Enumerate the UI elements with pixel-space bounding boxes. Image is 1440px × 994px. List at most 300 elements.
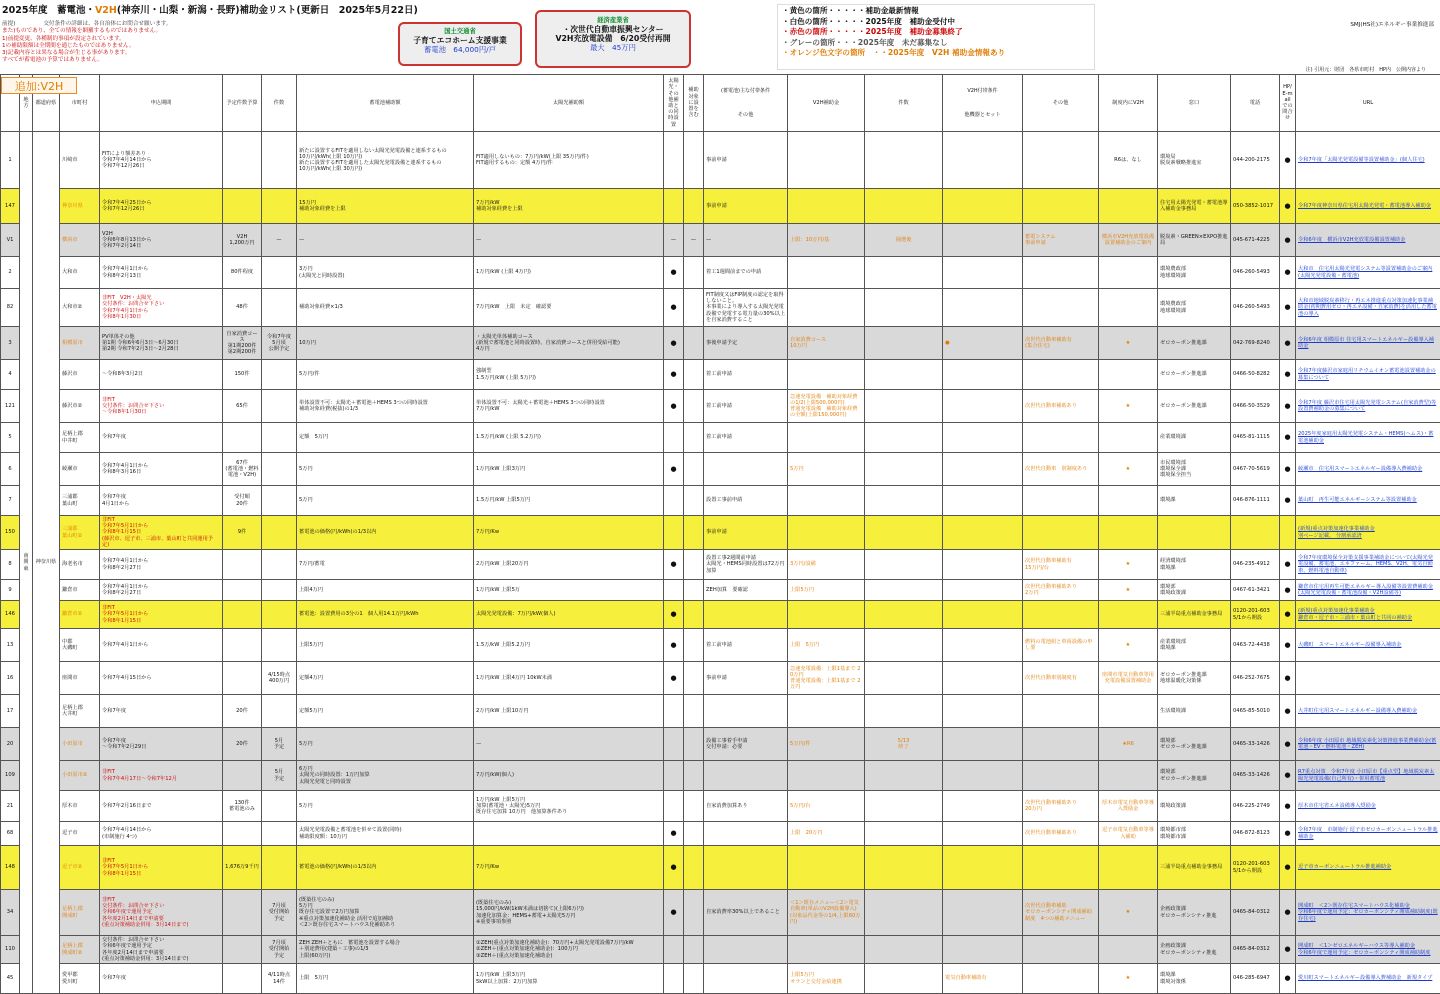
- battery-subsidy: ZEH ZEH＋ともに 蓄電池を設置する場合 ＋別途費用(建築・工事)の1/3 上限(60万円): [297, 936, 474, 964]
- hp-contact: ●: [1280, 390, 1296, 423]
- budget-cell: V2H 1,200万円: [223, 224, 262, 257]
- budget-cell: [223, 890, 262, 936]
- row-number: 121: [1, 390, 20, 423]
- legend-item: ・オレンジ色文字の箇所 ・・2025年度 V2H 補助金情報あり: [782, 48, 1090, 59]
- budget-cell: [223, 189, 262, 224]
- phone-number: 046-876-1111: [1231, 486, 1280, 516]
- application-period: 令和7年4月14日から (市制施行 4つ): [100, 822, 223, 846]
- city-name: 横浜市: [60, 224, 100, 257]
- color-legend: [777, 4, 1095, 70]
- url-link[interactable]: 令和6年度 小田原市 地域脱炭素化対策推進事業費補助金(蓄電池・EV・燃料電池・ZEH): [1296, 728, 1440, 761]
- solar-subsidy: 2万円/kW 上限20万円: [474, 550, 664, 580]
- combo-cell: ●: [664, 890, 684, 936]
- count-cell: [262, 695, 297, 728]
- v2h-other: 次世代自動車補助あり 20万円: [1023, 791, 1099, 822]
- v2h-count: [865, 890, 943, 936]
- city-name: 足柄上郡 開成町②: [60, 936, 100, 964]
- hp-contact: ●: [1280, 257, 1296, 289]
- v2h-set: [943, 486, 1023, 516]
- v2h-other: 次世代自動車補助あり: [1023, 822, 1099, 846]
- system-v2h: ★: [1099, 453, 1158, 486]
- system-v2h: 座間市電気自動車等用充電設備設置補助金: [1099, 662, 1158, 695]
- count-cell: 7月頃 受付開始 予定: [262, 936, 297, 964]
- system-v2h: ★: [1099, 550, 1158, 580]
- v2h-count: 抽選後: [865, 224, 943, 257]
- col-pref: 都道府県: [33, 75, 60, 132]
- hp-contact: [1280, 516, 1296, 550]
- combo-cell: [664, 936, 684, 964]
- contact-window: [1158, 516, 1231, 550]
- row-number: 3: [1, 327, 20, 360]
- battery-subsidy: 5万円: [297, 453, 474, 486]
- disclaimer-line: 1)前提変更、各種制約事項が設定されています。: [2, 36, 172, 43]
- v2h-subsidy: 上限 5万円: [788, 629, 865, 662]
- subsidy-table: [0, 74, 1440, 994]
- url-link[interactable]: 2025年度家庭用太陽光発電システム・HEMS(ヘムス)・蓄電池補助金: [1296, 423, 1440, 453]
- budget-cell: 受付順 20件: [223, 486, 262, 516]
- v2h-subsidy: 上限5万円: [788, 580, 865, 601]
- url-link[interactable]: R7重点対策 令和7年度 小田原市【重点型】地域脱炭素太陽光発電設備(自己所有)・併用蓄電池: [1296, 761, 1440, 791]
- contact-window: 環境課 環境対策係: [1158, 964, 1231, 994]
- table-row: [1, 132, 1440, 189]
- combo-cell: [664, 761, 684, 791]
- url-link[interactable]: 開成町 ＜2＞既存住宅スマートハウス化補助金 令和6年度で運用予定：ゼロカーボンシティ開成補助制度(既存住宅): [1296, 890, 1440, 936]
- battery-subsidy: 10万円: [297, 327, 474, 360]
- v2h-subsidy: 5万円/件: [788, 728, 865, 761]
- hp-contact: ●: [1280, 453, 1296, 486]
- city-name: 三浦郡 葉山町②: [60, 516, 100, 550]
- url-link[interactable]: 令和7年度藤沢市家庭用リチウムイオン蓄電池設置補助金の募集について: [1296, 360, 1440, 390]
- other-conditions: 設備工事着手申請 交付申請：必要: [704, 728, 788, 761]
- count-cell: [262, 453, 297, 486]
- contact-window: 環境農政部 地球環境課: [1158, 289, 1231, 327]
- row-number: 5: [1, 423, 20, 453]
- city-name: 川崎市: [60, 132, 100, 189]
- table-row: [1, 453, 1440, 486]
- v2h-count: [865, 516, 943, 550]
- v2h-subsidy: 3万円/設備: [788, 550, 865, 580]
- row-number: 147: [1, 189, 20, 224]
- other-conditions: 自家消費加算あり: [704, 791, 788, 822]
- contact-window: ゼロカーボン推進課 地球温暖化対策係: [1158, 662, 1231, 695]
- mlit-agency: 国土交通省: [400, 27, 520, 36]
- city-name: 綾瀬市: [60, 453, 100, 486]
- url-link[interactable]: 厚木市住宅省エネ設備導入奨励金: [1296, 791, 1440, 822]
- city-name: 小田原市②: [60, 761, 100, 791]
- city-name: 大和市: [60, 257, 100, 289]
- hp-contact: ●: [1280, 224, 1296, 257]
- table-row: [1, 289, 1440, 327]
- target-cell: [684, 890, 704, 936]
- budget-cell: [223, 662, 262, 695]
- hp-contact: ●: [1280, 728, 1296, 761]
- company-label: SMJ(HS社)エネルギー事業推進部: [1350, 20, 1434, 28]
- contact-window: 環境部 環境政策課: [1158, 580, 1231, 601]
- application-period: 令和7年4月1日から 令和8年2月27日: [100, 580, 223, 601]
- budget-cell: 自家消費コース 第1期200件 第2期200件: [223, 327, 262, 360]
- target-cell: [684, 257, 704, 289]
- application-period: 令和7年度: [100, 423, 223, 453]
- phone-number: 0466-50-3529: [1231, 390, 1280, 423]
- url-link[interactable]: 綾瀬市 住宅用スマートエネルギー設備導入費補助金: [1296, 453, 1440, 486]
- v2h-other: [1023, 761, 1099, 791]
- system-v2h: [1099, 486, 1158, 516]
- budget-cell: [223, 132, 262, 189]
- battery-subsidy: 定額 5万円: [297, 423, 474, 453]
- contact-window: 産業環境課: [1158, 423, 1231, 453]
- application-period: FITにより額差あり 令和7年4月14日から 令和7年12月26日: [100, 132, 223, 189]
- row-number: 21: [1, 791, 20, 822]
- contact-window: 環境部 ゼロカーボン推進課: [1158, 728, 1231, 761]
- v2h-subsidy: [788, 189, 865, 224]
- url-link[interactable]: 葉山町 再生可能エネルギーシステム等設置補助金: [1296, 486, 1440, 516]
- other-conditions: 事後申請予定: [704, 327, 788, 360]
- v2h-count: [865, 132, 943, 189]
- url-link[interactable]: 令和7年度 藤沢市住宅用太陽光発電システム(自家消費型)等設置費補助金の募集について: [1296, 390, 1440, 423]
- other-conditions: 着工前申請: [704, 423, 788, 453]
- solar-subsidy: 1万円/kW 上限3万円 5kW以上加算：2万円加算: [474, 964, 664, 994]
- application-period: 令和7年度 4月1日から: [100, 486, 223, 516]
- city-name: 足柄上郡 開成町: [60, 890, 100, 936]
- application-period: 令和7年度: [100, 964, 223, 994]
- table-row: [1, 486, 1440, 516]
- application-period: 令和7年4月1日から 令和8年2月13日: [100, 257, 223, 289]
- hp-contact: ●: [1280, 662, 1296, 695]
- v2h-set: [943, 189, 1023, 224]
- count-cell: 4/15時点 400万円: [262, 662, 297, 695]
- v2h-set: [943, 360, 1023, 390]
- contact-window: ゼロカーボン推進課: [1158, 360, 1231, 390]
- count-cell: [262, 360, 297, 390]
- solar-subsidy: 1.5万円/kW (上限 5.2万円): [474, 423, 664, 453]
- application-period: 非FIT 令和7年4月17日～令和7年12月: [100, 761, 223, 791]
- col-system-v2h: 制度内にV2H: [1099, 75, 1158, 132]
- target-cell: [684, 936, 704, 964]
- solar-subsidy: 7万円/kW 補助対象経費を上限: [474, 189, 664, 224]
- v2h-set: ●: [943, 327, 1023, 360]
- meti-program: ・次世代自動車振興センター: [537, 25, 689, 34]
- url-link[interactable]: 逗子市カーボンニュートラル推進補助金: [1296, 846, 1440, 890]
- city-name: 小田原市: [60, 728, 100, 761]
- target-cell: [684, 423, 704, 453]
- phone-number: 0463-72-4438: [1231, 629, 1280, 662]
- v2h-count: [865, 423, 943, 453]
- col-v2h-count: 件数: [865, 75, 943, 132]
- col-battery: 蓄電池補助額: [297, 75, 474, 132]
- v2h-count: [865, 846, 943, 890]
- combo-cell: [664, 423, 684, 453]
- system-v2h: [1099, 289, 1158, 327]
- v2h-set: 電気自動車補助有: [943, 964, 1023, 994]
- hp-contact: ●: [1280, 629, 1296, 662]
- application-period: 非FIT 令和7年5月1日から 令和8年1月15日: [100, 846, 223, 890]
- target-cell: [684, 390, 704, 423]
- table-row: [1, 580, 1440, 601]
- hp-contact: ●: [1280, 486, 1296, 516]
- hp-contact: ●: [1280, 132, 1296, 189]
- v2h-set: [943, 890, 1023, 936]
- battery-subsidy: 新たに設置するFITを適用しない太陽光発電設備と連系するもの 10万円/kWh(上限 10万円) 新たに設置するFITを適用した太陽光発電設備と連系するもの 10万円/kWh(上限 30万円): [297, 132, 474, 189]
- other-conditions: 設置工事2週間前申請 太陽光・HEMS同時設置は72万円加算: [704, 550, 788, 580]
- v2h-subsidy: [788, 423, 865, 453]
- battery-subsidy: 定額5万円: [297, 695, 474, 728]
- v2h-count: [865, 695, 943, 728]
- v2h-subsidy: 上限 20万円: [788, 822, 865, 846]
- budget-cell: [223, 964, 262, 994]
- city-name: 足柄上郡 大井町: [60, 695, 100, 728]
- battery-subsidy: 上限 5万円: [297, 964, 474, 994]
- budget-cell: 20件: [223, 728, 262, 761]
- url-link[interactable]: 大磯町 スマートエネルギー設備導入補助金: [1296, 629, 1440, 662]
- phone-number: [1231, 516, 1280, 550]
- city-name: 中郡 大磯町: [60, 629, 100, 662]
- other-conditions: FIT制度又はFIP制度の認定を取得しないこと。 本事業により導入する太陽光発電設備で発電する電力量の30%以上を自家消費すること: [704, 289, 788, 327]
- other-conditions: 設置工事前申請: [704, 486, 788, 516]
- contact-window: 三浦半島重点補助金事務局: [1158, 846, 1231, 890]
- target-cell: [684, 761, 704, 791]
- application-period: 令和7年度 ～令和7年2月29日: [100, 728, 223, 761]
- battery-subsidy: 3万円 (太陽光と同時設置): [297, 257, 474, 289]
- url-link[interactable]: 令和7年度 市制施行 逗子市ゼロカーボンニュートラル推進補助金: [1296, 822, 1440, 846]
- v2h-count: [865, 936, 943, 964]
- combo-cell: ●: [664, 601, 684, 629]
- v2h-set: [943, 580, 1023, 601]
- v2h-count: [865, 486, 943, 516]
- url-link[interactable]: 令和7年度神奈川県住宅用太陽光発電・蓄電池導入補助金: [1296, 189, 1440, 224]
- url-link[interactable]: 愛川町スマートエネルギー設備導入費補助金 新規タイプ: [1296, 964, 1440, 994]
- system-v2h: ★: [1099, 327, 1158, 360]
- url-link[interactable]: 令和7年度環境保全対策支援事業補助金について(太陽光発電設備、蓄電池、エネファーム、HEMS、V2H、電気自動車、燃料電池自動車): [1296, 550, 1440, 580]
- table-row: [1, 791, 1440, 822]
- application-period: 令和7年2月16日まで: [100, 791, 223, 822]
- system-v2h: 横浜市V2H充放電設備設置補助金のご案内: [1099, 224, 1158, 257]
- v2h-count: [865, 189, 943, 224]
- phone-number: 046-235-4912: [1231, 550, 1280, 580]
- url-link[interactable]: 大井町住宅用スマートエネルギー設備導入費補助金: [1296, 695, 1440, 728]
- application-period: 令和7年4月15日から: [100, 662, 223, 695]
- v2h-count: [865, 822, 943, 846]
- contact-window: 産業環境部 環境課: [1158, 629, 1231, 662]
- v2h-count: [865, 629, 943, 662]
- v2h-subsidy: [788, 486, 865, 516]
- system-v2h: [1099, 189, 1158, 224]
- solar-subsidy: [474, 822, 664, 846]
- city-name: 愛甲郡 愛川町: [60, 964, 100, 994]
- row-number: 16: [1, 662, 20, 695]
- combo-cell: [664, 728, 684, 761]
- table-row: [1, 728, 1440, 761]
- combo-cell: ●: [664, 327, 684, 360]
- application-period: 令和7年4月1日から 令和8年2月27日: [100, 550, 223, 580]
- solar-subsidy: 1万円/kW 上限4万円 10kW未満: [474, 662, 664, 695]
- v2h-other: 次世代自動車補助 ゼロカーボンシティ開成補助制度 4つの補助メニュー: [1023, 890, 1099, 936]
- system-v2h: [1099, 257, 1158, 289]
- other-conditions: [704, 936, 788, 964]
- system-v2h: 厚木市電気自動車等導入奨励金: [1099, 791, 1158, 822]
- other-conditions: [704, 964, 788, 994]
- pref-cell: 神奈川県: [33, 132, 60, 994]
- city-name: 鎌倉市②: [60, 601, 100, 629]
- budget-cell: 9件: [223, 516, 262, 550]
- disclaimer-notes: [2, 21, 172, 65]
- city-name: 藤沢市②: [60, 390, 100, 423]
- hp-contact: ●: [1280, 580, 1296, 601]
- count-cell: —: [262, 224, 297, 257]
- region-cell: 南関東: [20, 132, 33, 994]
- system-v2h: ★: [1099, 390, 1158, 423]
- system-v2h: R6は、なし: [1099, 132, 1158, 189]
- row-number: 6: [1, 453, 20, 486]
- v2h-subsidy: 5万円: [788, 453, 865, 486]
- v2h-set: [943, 516, 1023, 550]
- target-cell: [684, 327, 704, 360]
- combo-cell: [664, 695, 684, 728]
- battery-subsidy: 単体設置不可：太陽光＋蓄電池＋HEMS 3つの同時設置 補助対象経費(税抜)の1/3: [297, 390, 474, 423]
- combo-cell: ●: [664, 453, 684, 486]
- url-link[interactable]: (新規)重点対策加速化事業補助金 別ページ記載、 分割承認済: [1296, 516, 1440, 550]
- target-cell: —: [684, 224, 704, 257]
- other-conditions: [704, 822, 788, 846]
- v2h-count: [865, 453, 943, 486]
- application-period: 令和7年度: [100, 695, 223, 728]
- target-cell: [684, 453, 704, 486]
- v2h-subsidy: [788, 132, 865, 189]
- count-cell: [262, 601, 297, 629]
- row-number: 34: [1, 890, 20, 936]
- v2h-subsidy: 急速充電設備 補助対象経費の1/2(上限500,000円) 普通充電設備 補助対象経費の全額(上限150,000円): [788, 390, 865, 423]
- contact-window: 三浦半島重点補助金事務局: [1158, 601, 1231, 629]
- target-cell: [684, 629, 704, 662]
- url-link[interactable]: 大和市 住宅用太陽光発電システム等設置補助金のご案内(太陽光発電設備・蓄電池): [1296, 257, 1440, 289]
- mlit-amount: 蓄電池 64,000円/戸: [400, 45, 520, 54]
- contact-window: 経済環境部 環境課: [1158, 550, 1231, 580]
- meti-agency: 経済産業省: [537, 16, 689, 25]
- count-cell: [262, 390, 297, 423]
- phone-number: 046-252-7675: [1231, 662, 1280, 695]
- row-number: 20: [1, 728, 20, 761]
- table-row: [1, 662, 1440, 695]
- url-link[interactable]: 鎌倉市住宅用再生可能エネルギー導入設備等設置費補助金(太陽光発電設備・蓄電池設備・V2H設備等): [1296, 580, 1440, 601]
- row-number: 9: [1, 580, 20, 601]
- solar-subsidy: 7万円/kW 上限 未定 確認要: [474, 289, 664, 327]
- v2h-other: [1023, 360, 1099, 390]
- v2h-set: [943, 224, 1023, 257]
- table-row: [1, 224, 1440, 257]
- count-cell: [262, 791, 297, 822]
- city-name: 逗子市: [60, 822, 100, 846]
- disclaimer-line: 3)記載内容とは異なる場合が生じる事があります。: [2, 50, 172, 57]
- other-conditions: 自家消費率30%以上であること: [704, 890, 788, 936]
- row-number: 45: [1, 964, 20, 994]
- contact-window: 脱炭素・GREEN×EXPO推進局: [1158, 224, 1231, 257]
- v2h-count: [865, 289, 943, 327]
- target-cell: [684, 516, 704, 550]
- target-cell: [684, 189, 704, 224]
- v2h-subsidy: [788, 257, 865, 289]
- url-link[interactable]: (新規)重点対策加速化事業補助金 鎌倉市・逗子市・三浦市・葉山町と共同の補助金: [1296, 601, 1440, 629]
- v2h-subsidy: [788, 695, 865, 728]
- legend-item: ・白色の箇所・・・・・2025年度 補助金受付中: [782, 17, 1090, 28]
- target-cell: [684, 822, 704, 846]
- hp-contact: ●: [1280, 791, 1296, 822]
- row-number: 8: [1, 550, 20, 580]
- application-period: 非FIT 交付条件：お問合せ下さい 令和6年度で運用予定 各年度2月14日まで申請要 (重点対策補助金併用：3月14日まで): [100, 890, 223, 936]
- v2h-other: 次世代自動車別制度有: [1023, 662, 1099, 695]
- v2h-count: [865, 761, 943, 791]
- budget-cell: [223, 423, 262, 453]
- count-cell: 令和7年度 5月頃 公開予定: [262, 327, 297, 360]
- combo-cell: [664, 486, 684, 516]
- other-conditions: ZEH加算 要確認: [704, 580, 788, 601]
- url-link[interactable]: 開成町 ＜1＞ゼロエネルギーハウス等導入補助金 令和6年度で運用予定：ゼロカーボンシティ開成補助制度: [1296, 936, 1440, 964]
- solar-subsidy: 強制型 1.5万円/kW (上限 5万円): [474, 360, 664, 390]
- budget-cell: 1,676万9千円: [223, 846, 262, 890]
- table-row: [1, 936, 1440, 964]
- solar-subsidy: 7万円/Kw: [474, 516, 664, 550]
- target-cell: [684, 580, 704, 601]
- v2h-subsidy: 5万円/台: [788, 791, 865, 822]
- v2h-other: [1023, 486, 1099, 516]
- table-row: [1, 390, 1440, 423]
- v2h-other: [1023, 695, 1099, 728]
- table-row: [1, 890, 1440, 936]
- mlit-subsidy-box: [398, 22, 522, 66]
- table-row: [1, 822, 1440, 846]
- url-link[interactable]: 令和6年度 横浜市V2H充放電設備設置補助金: [1296, 224, 1440, 257]
- col-target: 補助対象に設置を含む: [684, 75, 704, 132]
- system-v2h: [1099, 695, 1158, 728]
- url-link[interactable]: 令和6年度 相模原市 住宅用スマートエネルギー設備導入補助金: [1296, 327, 1440, 360]
- combo-cell: ●: [664, 257, 684, 289]
- col-solar: 太陽光補助額: [474, 75, 664, 132]
- target-cell: [684, 360, 704, 390]
- v2h-set: [943, 257, 1023, 289]
- budget-cell: [223, 822, 262, 846]
- v2h-set: [943, 423, 1023, 453]
- phone-number: 046-260-5493: [1231, 289, 1280, 327]
- application-period: 非FIT 交付条件：お問合せ下さい ～令和8年1月30日: [100, 390, 223, 423]
- solar-subsidy: ①ZEH(重点対策加速化補助金)：70万円+太陽光発電設備7万円/kW ②ZEH＋(重点対策加速化補助金)：100万円 ③ZEH＋(重点対策加速化補助金): [474, 936, 664, 964]
- v2h-count: [865, 580, 943, 601]
- system-v2h: [1099, 360, 1158, 390]
- row-number: 2: [1, 257, 20, 289]
- url-link[interactable]: 大和市地域脱炭素移行・再エネ推進重点対策加速化事業補助金(初期費用ゼロ・再エネ設備・自家消費)を活用した蓄電池の導入: [1296, 289, 1440, 327]
- solar-subsidy: 2万円/kW 上限10万円: [474, 695, 664, 728]
- budget-cell: [223, 550, 262, 580]
- v2h-subsidy: [788, 516, 865, 550]
- hp-contact: ●: [1280, 890, 1296, 936]
- target-cell: [684, 728, 704, 761]
- v2h-count: [865, 662, 943, 695]
- target-cell: [684, 550, 704, 580]
- v2h-subsidy: [788, 936, 865, 964]
- col-v2h-set: [943, 75, 1023, 132]
- v2h-set: [943, 695, 1023, 728]
- solar-subsidy: ・太陽光単体補助コース (新規で蓄電池と同時設置時、自家消費コースと併用受給可能) 4万円: [474, 327, 664, 360]
- phone-number: 046-285-6947: [1231, 964, 1280, 994]
- system-v2h: ★R6: [1099, 728, 1158, 761]
- v2h-other: [1023, 423, 1099, 453]
- v2h-subsidy: [788, 360, 865, 390]
- url-link[interactable]: 令和7年度「太陽光発電設備等設置補助金」(個人住宅): [1296, 132, 1440, 189]
- v2h-count: [865, 550, 943, 580]
- col-v2h-subsidy: V2H補助金: [788, 75, 865, 132]
- battery-subsidy: 5万円/件: [297, 360, 474, 390]
- row-number: 7: [1, 486, 20, 516]
- phone-number: 0467-61-3421: [1231, 580, 1280, 601]
- col-budget: 予定件数予算: [223, 75, 262, 132]
- hp-contact: ●: [1280, 601, 1296, 629]
